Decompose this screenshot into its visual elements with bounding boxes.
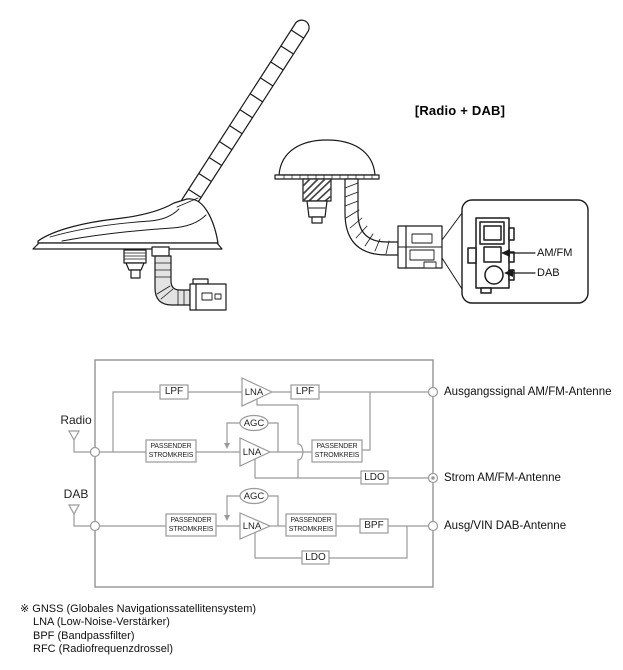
input-label-radio: Radio: [60, 413, 92, 427]
callout-label-dab: DAB: [537, 267, 560, 279]
matching-line1: PASSENDER: [316, 442, 358, 450]
cable-and-connector: [152, 247, 226, 310]
matching-line1: PASSENDER: [290, 516, 332, 524]
lna1-label: LNA: [244, 387, 264, 398]
variant-label: [Radio + DAB]: [414, 103, 506, 118]
matching-line1: PASSENDER: [170, 516, 212, 524]
output-label-dab: Ausg/VIN DAB-Antenne: [444, 520, 567, 532]
footnote-text: GNSS (Globales Navigationssatellitensystem): [32, 603, 257, 615]
output-terminal-3: [429, 522, 438, 531]
lna2-label: LNA: [242, 447, 262, 458]
footnote-line-2: LNA (Low-Noise-Verstärker): [33, 616, 170, 629]
whip-rod: [182, 20, 309, 208]
lpf2-label: LPF: [295, 386, 315, 397]
callout-label-amfm: AM/FM: [537, 247, 573, 259]
mounting-stud: [124, 250, 146, 278]
input-label-dab: DAB: [63, 487, 89, 501]
footnote-marker: ※: [20, 603, 30, 615]
matching-line2: STROMKREIS: [314, 452, 360, 459]
footnote-line-1: [20, 603, 256, 616]
matching-label-dab-in: [166, 514, 216, 536]
agc-feedback-arrow-amfm: [224, 443, 230, 449]
line-hop: [298, 405, 303, 478]
matching-line2: STROMKREIS: [288, 526, 334, 533]
footnotes: [20, 603, 256, 657]
bpf-label: BPF: [364, 520, 384, 531]
matching-label-amfm-in: [146, 440, 196, 462]
dome-cable-connector: [345, 179, 442, 268]
lna3-label: LNA: [242, 521, 262, 532]
matching-line2: STROMKREIS: [168, 526, 214, 533]
radio-input-node: [91, 448, 100, 457]
footnote-line-4: RFC (Radiofrequenzdrossel): [33, 643, 173, 656]
output-label-amfm-power: Strom AM/FM-Antenne: [444, 472, 561, 484]
matching-line1: PASSENDER: [150, 442, 192, 450]
shark-fin-base: [33, 198, 222, 249]
amfm-port: [484, 247, 501, 262]
matching-label-dab-out: [286, 514, 336, 536]
dab-port: [485, 266, 503, 284]
agc-feedback-arrow-dab: [224, 515, 230, 521]
footnote-line-3: BPF (Bandpassfilter): [33, 629, 135, 642]
lpf1-label: LPF: [164, 386, 184, 397]
dab-input-node: [91, 522, 100, 531]
matching-label-amfm-out: [312, 440, 362, 462]
antenna-illustrations: [33, 20, 588, 310]
ldo1-label: LDO: [364, 472, 385, 483]
output-terminal-1: [429, 388, 438, 397]
matching-line2: STROMKREIS: [148, 452, 194, 459]
agc2-label: AGC: [243, 491, 265, 502]
ldo2-label: LDO: [305, 552, 326, 563]
agc1-label: AGC: [243, 418, 265, 429]
dome-antenna: [275, 140, 379, 223]
output-label-amfm-signal: Ausgangssignal AM/FM-Antenne: [444, 386, 612, 398]
